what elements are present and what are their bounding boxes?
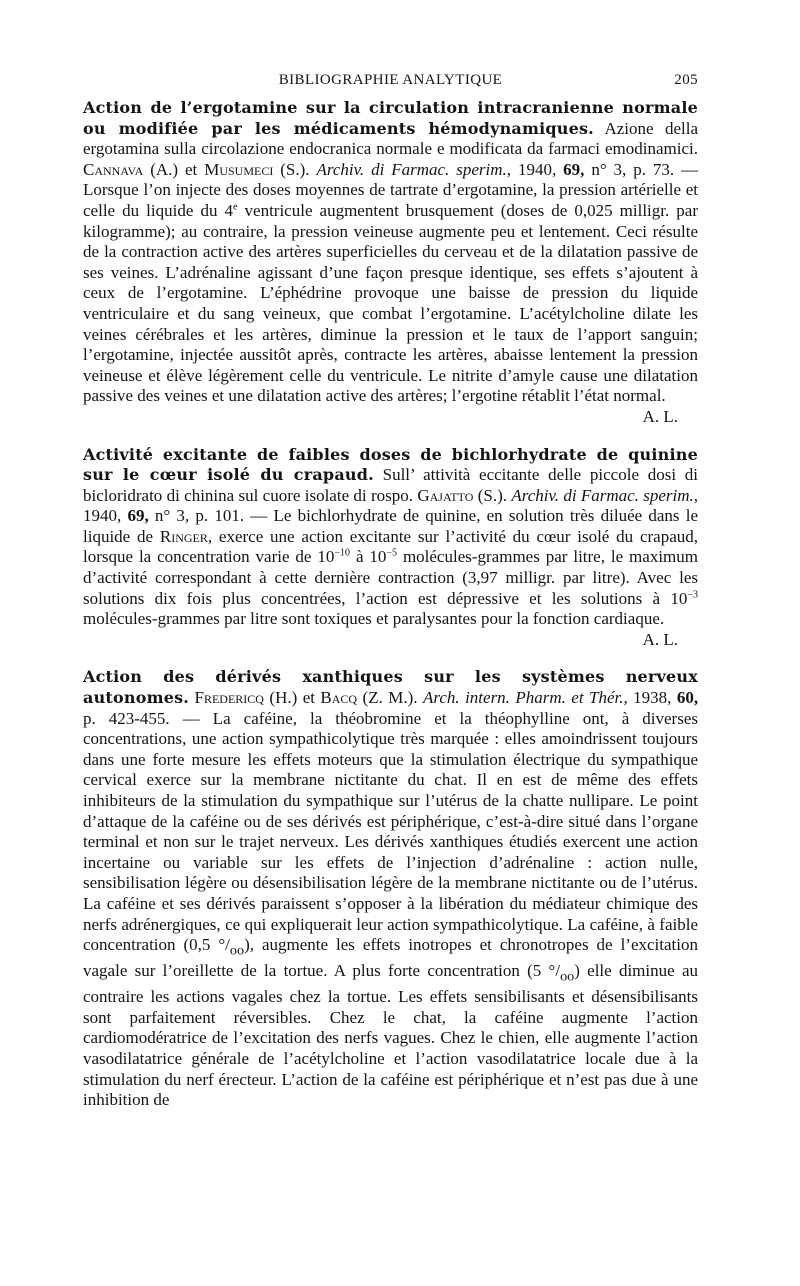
article-quinine: Activité excitante de faibles doses de bichlorhydrate de quinine sur le cœur isolé du crapaud. Sull’ attività eccitante delle piccole dosi di bicloridrato di chinina sul cuore isolate di rospo. Gajatto (S.). Archiv. di Farmac. sperim., 1940, 69, n° 3, p. 101. — Le bichlorhydrate de quinine, en solution très diluée dans le liquide de Ringer, exerce une action excitante sur l’activité du cœur isolé du crapaud, lorsque la concentration varie de $10^{-10}$ à $10^{-5}$ molécules-grammes par litre, le maximum d’activité correspondant à cette dernière contraction (3,97 milligr. par litre). Avec les solutions dix fois plus concentrées, l’action est dépressive et les solutions à $10^{-3}$ molécules-grammes par litre sont toxiques et paralysantes pour la fonction cardiaque. A. L.: [83, 444, 699, 649]
journal-name: Archiv. di Farmac. sperim.: [511, 485, 694, 505]
author-name: Bacq: [320, 688, 358, 708]
subscript: oo: [229, 942, 245, 959]
author-initial: (Z. M.).: [362, 688, 418, 708]
original-title: Sull’ attività eccitante delle piccole dosi di bicloridrato di chinina sul cuore isolate di rospo.: [83, 465, 698, 505]
issue-pages: n° 3, p. 101.: [154, 506, 245, 526]
issue-pages: p. 423-455.: [83, 708, 170, 728]
abstract-text: ) elle diminue au contraire les actions vagales chez la tortue. Les effets sensibilisants et désensibilisants sont parfaitement réversibles. Chez le chat, la caféine augmente l’action cardiomodératrice de l’excitation des nerfs vagues. Chez le chien, elle augmente l’action vasodilatatrice générale de l’acétylcholine et l’action vasodilatatrice locale due à la stimulation du nerf érecteur. L’action de la caféine est périphérique et n’est pas due à une inhibition de: [83, 961, 698, 1110]
running-title: BIBLIOGRAPHIE ANALYTIQUE: [278, 72, 503, 88]
exponent: −10: [334, 547, 351, 559]
author-initial: (S.).: [477, 485, 507, 505]
abstract-text: molécules-grammes par litre, le maximum d’activité correspondant à cette dernière contraction (3,97 milligr. par litre). Avec les solutions dix fois plus concentrées, l’action est dépressive et les solutions à 10: [83, 547, 698, 608]
author-name: Musumeci: [204, 159, 274, 179]
abstract-text: ), augmente les effets inotropes et chronotropes de l’excitation vagale sur l’oreillette de la tortue. A plus forte concentration (5 °/: [83, 935, 698, 981]
subscript: oo: [560, 968, 575, 985]
author-name: Gajatto: [417, 485, 474, 505]
original-title: Azione della ergotamina sulla circolazione endocranica normale e modificata da farmaci emodinamici.: [83, 118, 698, 159]
journal-name: Arch. intern. Pharm. et Thér.,: [422, 688, 628, 708]
exponent: −5: [386, 547, 398, 559]
reviewer-signature: A. L.: [642, 406, 678, 426]
volume: 60,: [676, 688, 699, 708]
volume: 69,: [127, 506, 149, 526]
author-initial: (H.): [269, 688, 298, 708]
author-initial: (S.).: [280, 159, 310, 179]
issue-pages: n° 3, p. 73.: [591, 159, 675, 179]
author-initial: (A.): [150, 159, 179, 179]
article-title: Action des dérivés xanthiques sur les systèmes nerveux autonomes.: [83, 667, 698, 708]
article-title: Action de l’ergotamine sur la circulation intracranienne normale ou modifiée par les médicaments hémodynamiques.: [83, 98, 698, 138]
page-header: [83, 72, 698, 98]
abstract-text: — La caféine, la théobromine et la théophylline ont, à diverses concentrations, une action sympathicolytique très marquée : elles amoindrissent toujours dans une forte mesure les effets moteurs que la stimulation électrique du sympathique cervical exerce sur la membrane nictitante du chat. Il en est de même des effets inhibiteurs de la stimulation du sympathique sur l’utérus de la chatte nullipare. Le point d’attaque de la caféine ou de ses dérivés est périphérique, c’est-à-dire situé dans l’organe terminal et non sur le trajet nerveux. Les dérivés xanthiques étudiés exercent une action incertaine ou variable sur les effets de l’injection d’adrénaline : action nulle, sensibilisation légère ou désensibilisation légère de la membrane nictitante ou de l’utérus. La caféine et ses dérivés paraissent s’opposer à la libération du médiateur chimique des nerfs adrénergiques, ce qui expliquerait leur action sympathicolytique. La caféine, à faible concentration (0,5 °/: [83, 708, 698, 955]
article-ergotamine: Action de l’ergotamine sur la circulation intracranienne normale ou modifiée par les médicaments hémodynamiques. Azione della ergotamina sulla circolazione endocranica normale e modificata da farmaci emodinamici. Cannava (A.) et Musumeci (S.). Archiv. di Farmac. sperim., 1940, 69, n° 3, p. 73. — Lorsque l’on injecte des doses moyennes de tartrate d’ergotamine, la pression artérielle et celle du liquide du 4e ventricule augmentent brusquement (doses de 0,025 milligr. par kilogramme); au contraire, la pression veineuse augmente peu et lentement. Ceci résulte de la contraction active des artères superficielles du cerveau et de la dilatation passive de ses veines. L’adrénaline agissant d’une façon presque identique, ses effets s’ajoutent à ceux de l’ergotamine. L’éphédrine provoque une baisse de pression du liquide ventriculaire et du sang veineux, que combat l’ergotamine. L’acétylcholine dilate les veines cérébrales et les artères, diminue la pression et le taux de l’apport sanguin; l’ergotamine, injectée aussitôt après, contracte les artères, abaisse lentement la pression veineuse et élève légèrement celle du ventricule. Le nitrite d’amyle cause une dilatation passive des veines et une dilatation active des artères; l’ergotine rétablit l’état normal. A. L.: [83, 98, 699, 426]
exponent: −3: [687, 589, 698, 600]
abstract-text: — Le bichlorhydrate de quinine, en solution très diluée dans le liquide de: [83, 506, 698, 546]
author-connector: et: [302, 688, 315, 708]
ringer-name: Ringer: [159, 526, 208, 546]
page-number: 205: [674, 72, 698, 88]
superscript: e: [233, 201, 238, 213]
abstract-text: — Lorsque l’on injecte des doses moyennes de tartrate d’ergotamine, la pression artérielle et celle du liquide du 4: [83, 159, 699, 220]
author-name: Fredericq: [194, 688, 264, 708]
publication-year: 1938,: [633, 688, 672, 708]
article-title: Activité excitante de faibles doses de bichlorhydrate de quinine sur le cœur isolé du crapaud.: [83, 444, 698, 485]
abstract-text: à 10: [350, 547, 387, 567]
publication-year: 1940,: [517, 159, 557, 179]
abstract-text: , exerce une action excitante sur l’activité du cœur isolé du crapaud, lorsque la concentration varie de 10: [83, 526, 698, 567]
reviewer-signature: A. L.: [642, 629, 678, 649]
document-page: [83, 72, 698, 1111]
article-xanthine: [83, 667, 698, 1110]
publication-year: 1940,: [83, 506, 122, 526]
volume: 69,: [563, 159, 585, 179]
journal-name: Archiv. di Farmac. sperim.: [316, 159, 507, 179]
author-connector: et: [184, 159, 198, 179]
abstract-text: molécules-grammes par litre sont toxiques et paralysantes pour la fonction cardiaque.: [83, 609, 665, 629]
author-name: Cannava: [83, 159, 144, 179]
abstract-text: ventricule augmentent brusquement (doses de 0,025 milligr. par kilogramme); au contraire, la pression veineuse augmente peu et lentement. Ceci résulte de la contraction active des artères superficielles du cerveau et de la dilatation passive de ses veines. L’adrénaline agissant d’une façon presque identique, ses effets s’ajoutent à ceux de l’ergotamine. L’éphédrine provoque une baisse de pression du liquide ventriculaire et du sang veineux, que combat l’ergotamine. L’acétylcholine dilate les veines cérébrales et les artères, diminue la pression et le taux de l’apport sanguin; l’ergotamine, injectée aussitôt après, contracte les artères, abaisse lentement la pression veineuse et élève légèrement celle du ventricule. Le nitrite d’amyle cause une dilatation passive des veines et une dilatation active des artères; l’ergotine rétablit l’état normal.: [83, 200, 698, 406]
